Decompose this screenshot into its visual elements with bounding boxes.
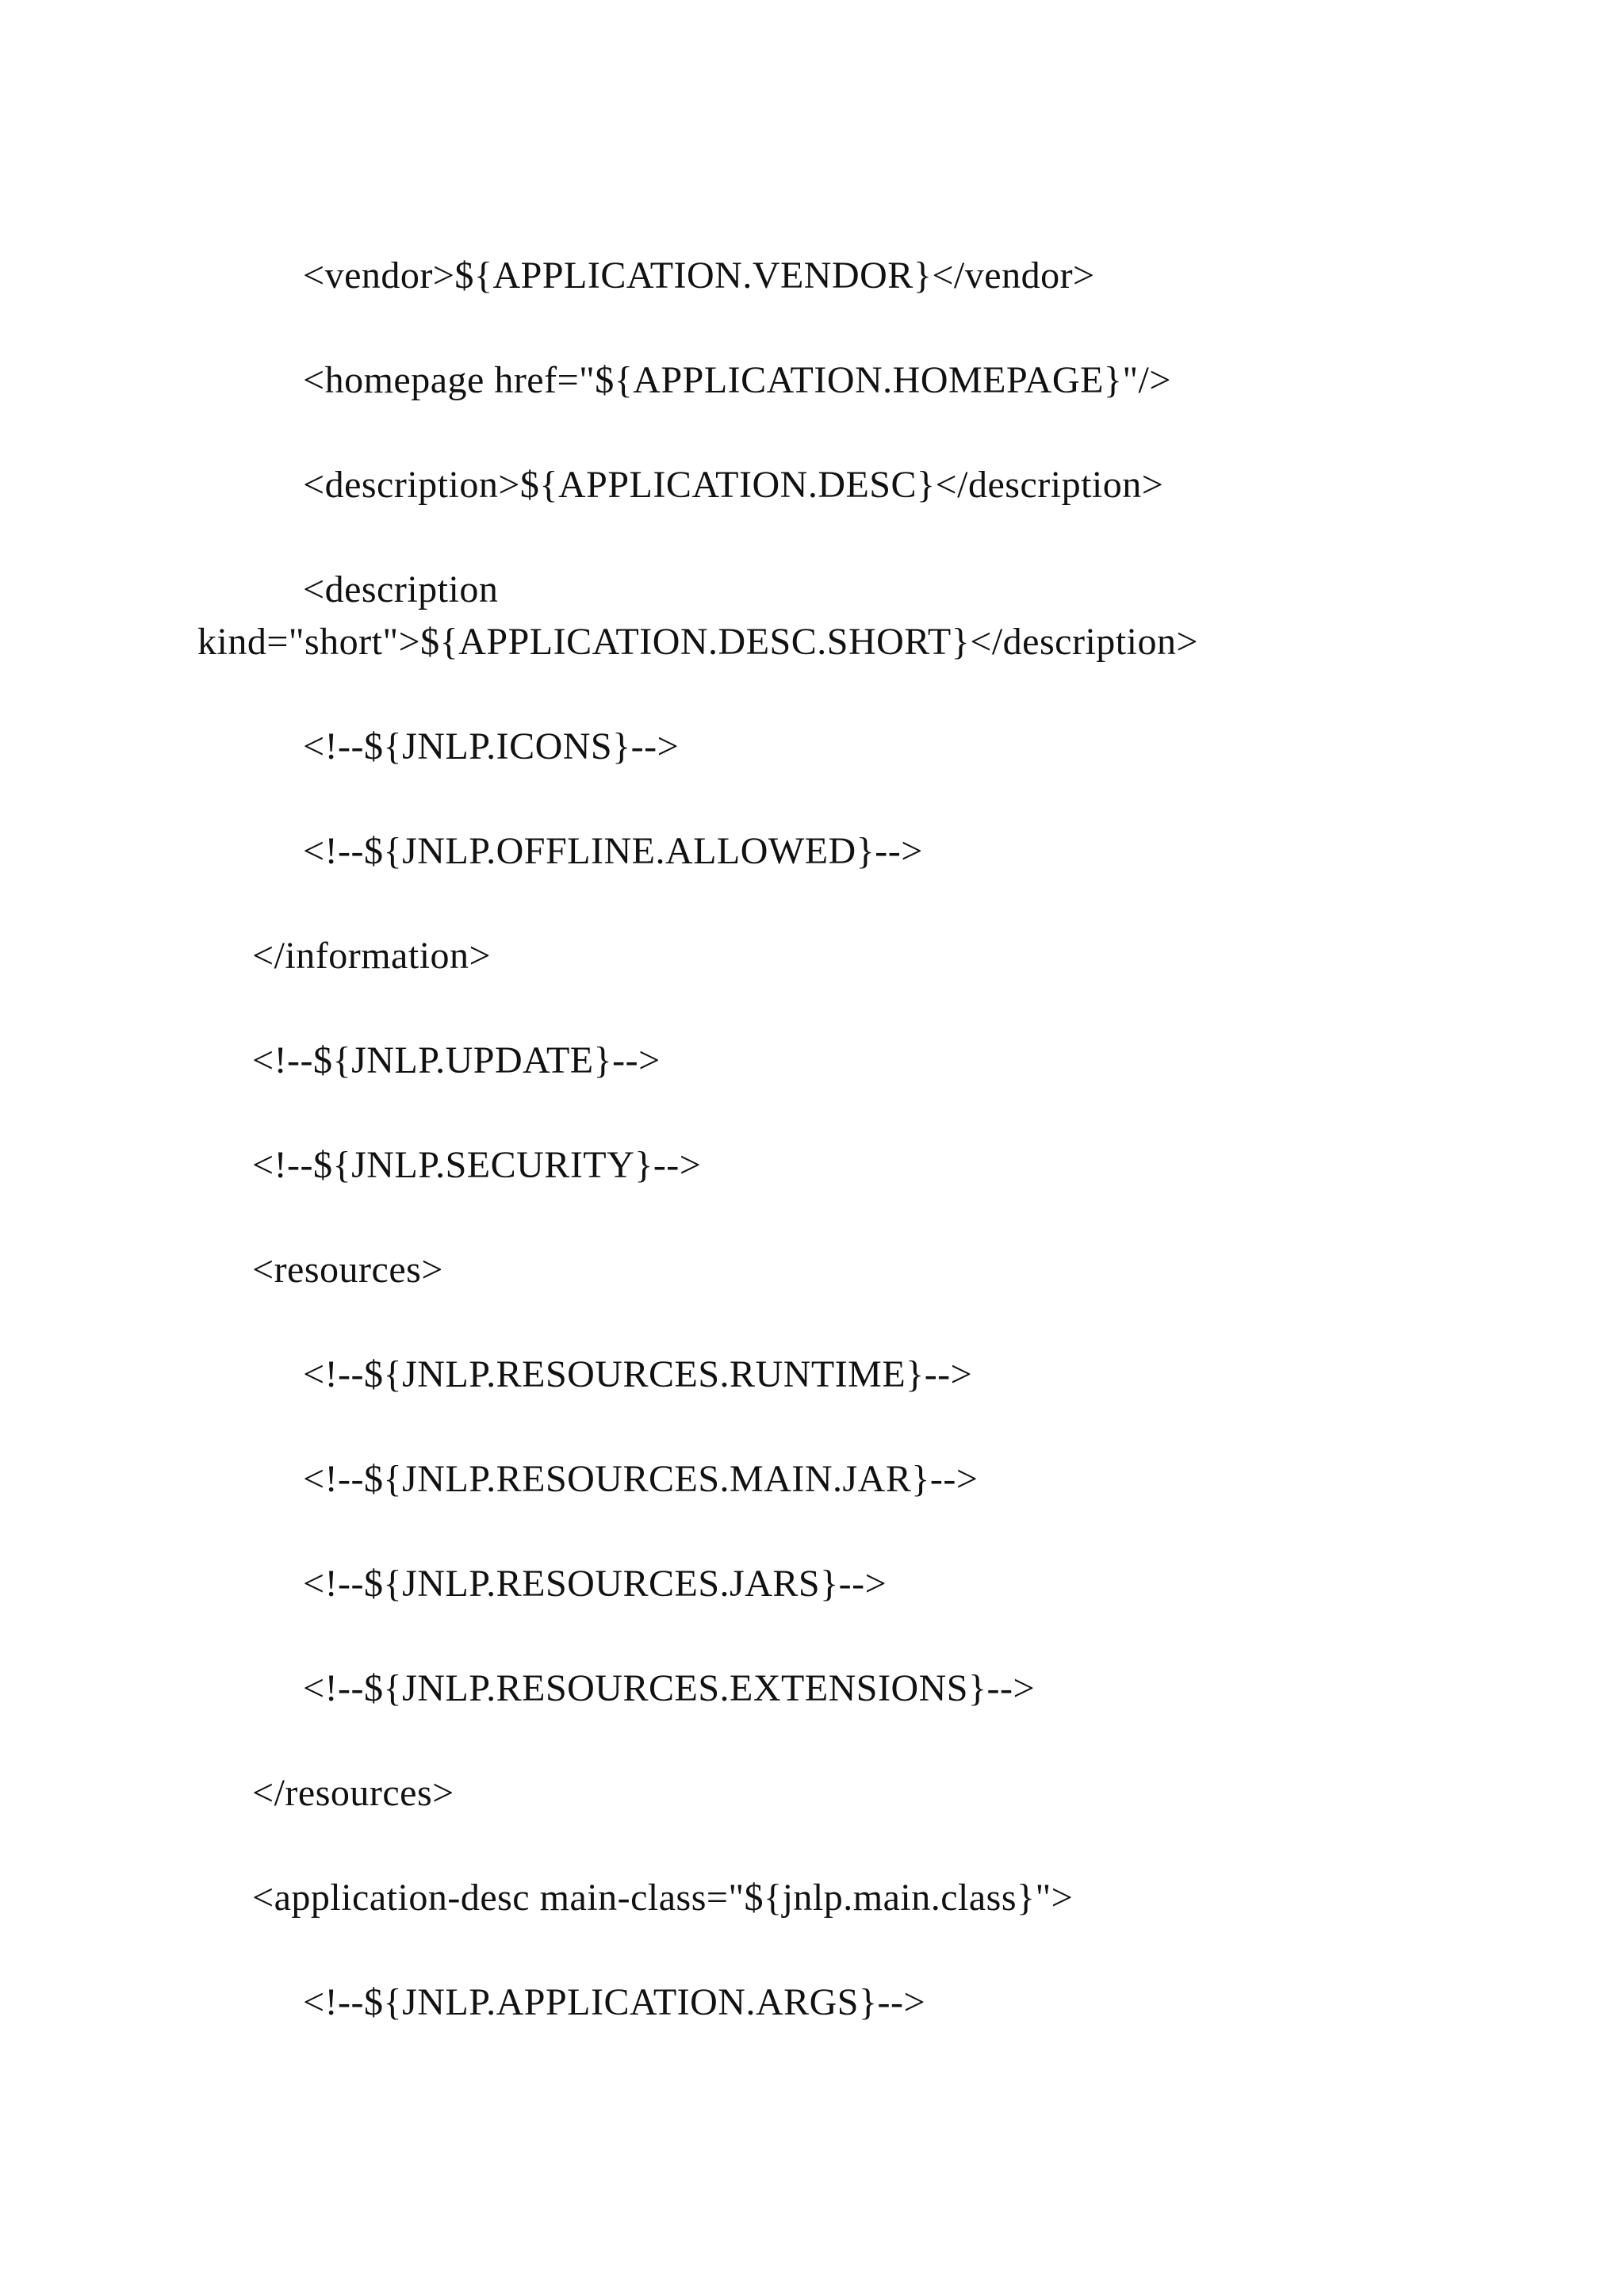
code-line: <application-desc main-class="${jnlp.main.class}"> xyxy=(252,1877,1074,1919)
code-line: <resources> xyxy=(252,1249,443,1291)
code-line: <!--${JNLP.UPDATE}--> xyxy=(252,1039,661,1081)
code-line: <!--${JNLP.OFFLINE.ALLOWED}--> xyxy=(303,830,923,872)
code-line: <!--${JNLP.RESOURCES.MAIN.JAR}--> xyxy=(303,1458,979,1500)
code-line: <description>${APPLICATION.DESC}</description> xyxy=(303,464,1164,506)
code-line: kind="short">${APPLICATION.DESC.SHORT}</description> xyxy=(197,621,1199,663)
code-line: <homepage href="${APPLICATION.HOMEPAGE}"/> xyxy=(303,359,1171,401)
code-line: <!--${JNLP.SECURITY}--> xyxy=(252,1144,702,1186)
code-line: <!--${JNLP.RESOURCES.RUNTIME}--> xyxy=(303,1353,973,1395)
code-line: <!--${JNLP.ICONS}--> xyxy=(303,725,680,767)
code-line: <description xyxy=(303,568,499,610)
code-line: <!--${JNLP.RESOURCES.JARS}--> xyxy=(303,1563,887,1605)
code-line: <!--${JNLP.RESOURCES.EXTENSIONS}--> xyxy=(303,1667,1036,1709)
code-line: <!--${JNLP.APPLICATION.ARGS}--> xyxy=(303,1981,926,2023)
code-line: </information> xyxy=(252,935,492,977)
code-line: <vendor>${APPLICATION.VENDOR}</vendor> xyxy=(303,254,1095,297)
code-line: </resources> xyxy=(252,1772,454,1814)
